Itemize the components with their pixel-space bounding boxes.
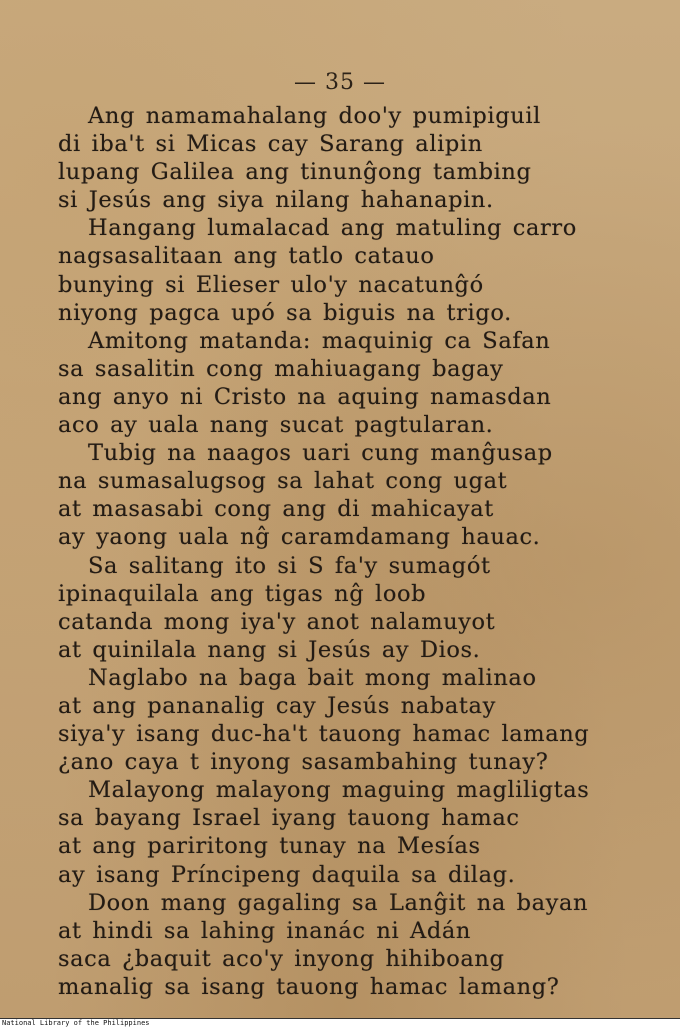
text-line: Sa salitang ito si S fa'y sumagót <box>88 552 491 579</box>
text-line: Naglabo na baga bait mong malinao <box>88 664 537 691</box>
text-line: at quinilala nang si Jesús ay Dios. <box>58 636 481 663</box>
text-line: at ang pananalig cay Jesús nabatay <box>58 692 496 719</box>
text-line: sa bayang Israel iyang tauong hamac <box>58 805 520 832</box>
text-line: manalig sa isang tauong hamac lamang? <box>58 973 560 1000</box>
text-line: di iba't si Micas cay Sarang alipin <box>58 131 483 158</box>
text-line: bunying si Elieser ulo'y nacatunĝó <box>58 271 484 298</box>
text-line: ipinaquilala ang tigas nĝ loob <box>58 580 427 607</box>
text-line: Tubig na naagos uari cung manĝusap <box>88 440 553 467</box>
text-line: ay yaong uala nĝ caramdamang hauac. <box>58 524 541 551</box>
poem-text-block <box>58 102 658 1001</box>
text-line: lupang Galilea ang tinunĝong tambing <box>58 159 532 186</box>
text-line: Malayong malayong maguing magliligtas <box>88 777 590 804</box>
text-line: na sumasalugsog sa lahat cong ugat <box>58 468 508 495</box>
text-line: Amitong matanda: maquinig ca Safan <box>88 327 551 354</box>
text-line: ay isang Príncipeng daquila sa dilag. <box>58 861 516 888</box>
text-line: saca ¿baquit aco'y inyong hihiboang <box>58 945 505 972</box>
text-line: niyong pagca upó sa biguis na trigo. <box>58 299 512 326</box>
page-number: — 35 — <box>294 70 386 95</box>
text-line: ¿ano caya t inyong sasambahing tunay? <box>58 749 549 776</box>
text-line: si Jesús ang siya nilang hahanapin. <box>58 187 494 214</box>
text-line: at hindi sa lahing inanác ni Adán <box>58 917 471 944</box>
text-line: nagsasalitaan ang tatlo catauo <box>58 243 435 270</box>
text-line: Ang namamahalang doo'y pumipiguil <box>88 103 541 129</box>
text-line: ang anyo ni Cristo na aquing namasdan <box>58 383 552 410</box>
text-line: siya'y isang duc-ha't tauong hamac lamang <box>58 721 590 748</box>
text-line: Hangang lumalacad ang matuling carro <box>88 215 577 242</box>
text-line: at masasabi cong ang di mahicayat <box>58 496 494 523</box>
text-line: sa sasalitin cong mahiuagang bagay <box>58 355 504 382</box>
footer-strip <box>0 1018 680 1029</box>
text-line: at ang pariritong tunay na Mesías <box>58 833 481 860</box>
footer-credit: National Library of the Philippines <box>2 1019 150 1027</box>
text-line: aco ay uala nang sucat pagtularan. <box>58 412 494 439</box>
text-line: catanda mong iya'y anot nalamuyot <box>58 608 496 635</box>
text-line: Doon mang gagaling sa Lanĝit na bayan <box>88 889 589 916</box>
